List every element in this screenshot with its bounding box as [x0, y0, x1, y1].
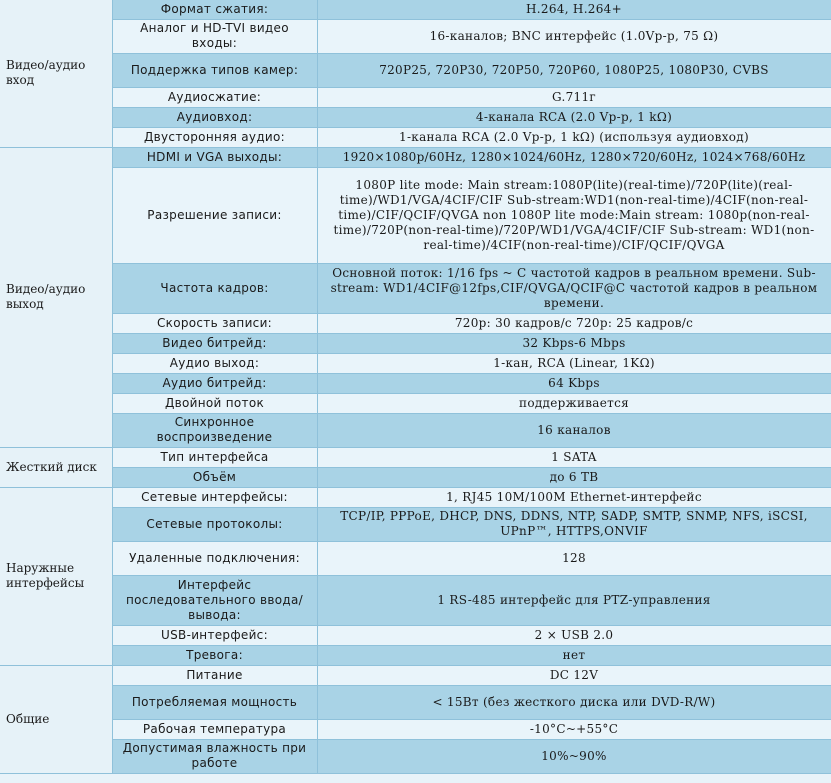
param-value: DC 12V: [317, 665, 831, 685]
param-value: 1920×1080p/60Hz, 1280×1024/60Hz, 1280×720/60Hz, 1024×768/60Hz: [317, 147, 831, 167]
table-row: [0, 333, 831, 353]
param-label: Рабочая температура: [112, 719, 317, 739]
table-row: [0, 53, 831, 87]
param-label: Аудио битрейд:: [112, 373, 317, 393]
param-label: Тип интерфейса: [112, 447, 317, 467]
table-row: [0, 0, 831, 19]
param-value: нет: [317, 645, 831, 665]
table-row: [0, 19, 831, 53]
param-value: 720P25, 720P30, 720P50, 720P60, 1080P25, 1080P30, CVBS: [317, 53, 831, 87]
param-value: 1-канала RCA (2.0 Vp-p, 1 kΩ) (используя аудиовход): [317, 127, 831, 147]
param-label: Двусторонняя аудио:: [112, 127, 317, 147]
param-label: Удаленные подключения:: [112, 541, 317, 575]
param-value: 32 Kbps-6 Mbps: [317, 333, 831, 353]
param-value: 128: [317, 541, 831, 575]
table-row: [0, 373, 831, 393]
param-value: 2 × USB 2.0: [317, 625, 831, 645]
param-label: Аудио выход:: [112, 353, 317, 373]
param-value: до 6 TB: [317, 467, 831, 487]
param-label: Синхронное воспроизведение: [112, 413, 317, 447]
param-label: Интерфейс последовательного ввода/вывода:: [112, 575, 317, 625]
param-label: Тревога:: [112, 645, 317, 665]
param-value: 64 Kbps: [317, 373, 831, 393]
table-row: [0, 575, 831, 625]
param-value: 16-каналов; BNC интерфейс (1.0Vp-p, 75 Ω): [317, 19, 831, 53]
param-value: поддерживается: [317, 393, 831, 413]
param-value: 1, RJ45 10M/100M Ethernet-интерфейс: [317, 487, 831, 507]
param-value: Основной поток: 1/16 fps ~ С частотой кадров в реальном времени. Sub-stream: WD1/4CIF@12fps,CIF/QVGA/QCIF@C частотой кадров в реальном времени.: [317, 263, 831, 313]
table-row: [0, 263, 831, 313]
group-label: Видео/аудио вход: [0, 0, 112, 147]
param-value: 1-кан, RCA (Linear, 1KΩ): [317, 353, 831, 373]
table-row: [0, 313, 831, 333]
param-label: Сетевые протоколы:: [112, 507, 317, 541]
param-value: 1 SATA: [317, 447, 831, 467]
table-row: [0, 541, 831, 575]
table-row: [0, 447, 831, 467]
group-label: Жесткий диск: [0, 447, 112, 487]
param-label: Потребляемая мощность: [112, 685, 317, 719]
param-value: 16 каналов: [317, 413, 831, 447]
table-row: [0, 393, 831, 413]
table-row: [0, 127, 831, 147]
table-row: [0, 147, 831, 167]
param-label: Скорость записи:: [112, 313, 317, 333]
table-row: [0, 719, 831, 739]
param-label: Объём: [112, 467, 317, 487]
table-row: [0, 685, 831, 719]
param-value: < 15Вт (без жесткого диска или DVD-R/W): [317, 685, 831, 719]
table-row: [0, 739, 831, 773]
param-value: 10%~90%: [317, 739, 831, 773]
param-value: H.264, H.264+: [317, 0, 831, 19]
table-row: [0, 467, 831, 487]
param-label: Аудиовход:: [112, 107, 317, 127]
param-label: Двойной поток: [112, 393, 317, 413]
param-label: USB-интерфейс:: [112, 625, 317, 645]
group-label: Наружные интерфейсы: [0, 487, 112, 665]
param-value: 1080P lite mode: Main stream:1080P(lite)(real-time)/720P(lite)(real-time)/WD1/VGA/4CIF/CIF Sub-stream:WD1(non-real-time)/4CIF(non-real-time)/CIF/QCIF/QVGA non 1080P lite mode:Main stream: 1080p(non-real-time)/720P(non-real-time)/720P/WD1/VGA/4CIF/CIF Sub-stream: WD1(non-real-time)/4CIF(non-real-time)/CIF/QCIF/QVGA: [317, 167, 831, 263]
table-row: [0, 107, 831, 127]
table-row: [0, 413, 831, 447]
param-value: -10°C~+55°C: [317, 719, 831, 739]
param-label: Аналог и HD-TVI видео входы:: [112, 19, 317, 53]
table-row: [0, 507, 831, 541]
param-value: 1 RS-485 интерфейс для PTZ-управления: [317, 575, 831, 625]
param-label: Формат сжатия:: [112, 0, 317, 19]
table-row: [0, 87, 831, 107]
param-label: Аудиосжатие:: [112, 87, 317, 107]
param-label: Сетевые интерфейсы:: [112, 487, 317, 507]
table-row: [0, 353, 831, 373]
param-label: Допустимая влажность при работе: [112, 739, 317, 773]
table-row: [0, 665, 831, 685]
param-label: Питание: [112, 665, 317, 685]
table-row: [0, 645, 831, 665]
param-value: TCP/IP, PPPoE, DHCP, DNS, DDNS, NTP, SADP, SMTP, SNMP, NFS, iSCSI, UPnP™, HTTPS,ONVIF: [317, 507, 831, 541]
table-row: [0, 625, 831, 645]
param-label: Разрешение записи:: [112, 167, 317, 263]
param-label: Видео битрейд:: [112, 333, 317, 353]
param-label: Поддержка типов камер:: [112, 53, 317, 87]
param-value: 720p: 30 кадров/с 720p: 25 кадров/с: [317, 313, 831, 333]
table-row: [0, 487, 831, 507]
group-label: Видео/аудио выход: [0, 147, 112, 447]
param-value: 4-канала RCA (2.0 Vp-p, 1 kΩ): [317, 107, 831, 127]
table-row: [0, 167, 831, 263]
param-label: Частота кадров:: [112, 263, 317, 313]
param-value: G.711г: [317, 87, 831, 107]
param-label: HDMI и VGA выходы:: [112, 147, 317, 167]
group-label: Общие: [0, 665, 112, 773]
